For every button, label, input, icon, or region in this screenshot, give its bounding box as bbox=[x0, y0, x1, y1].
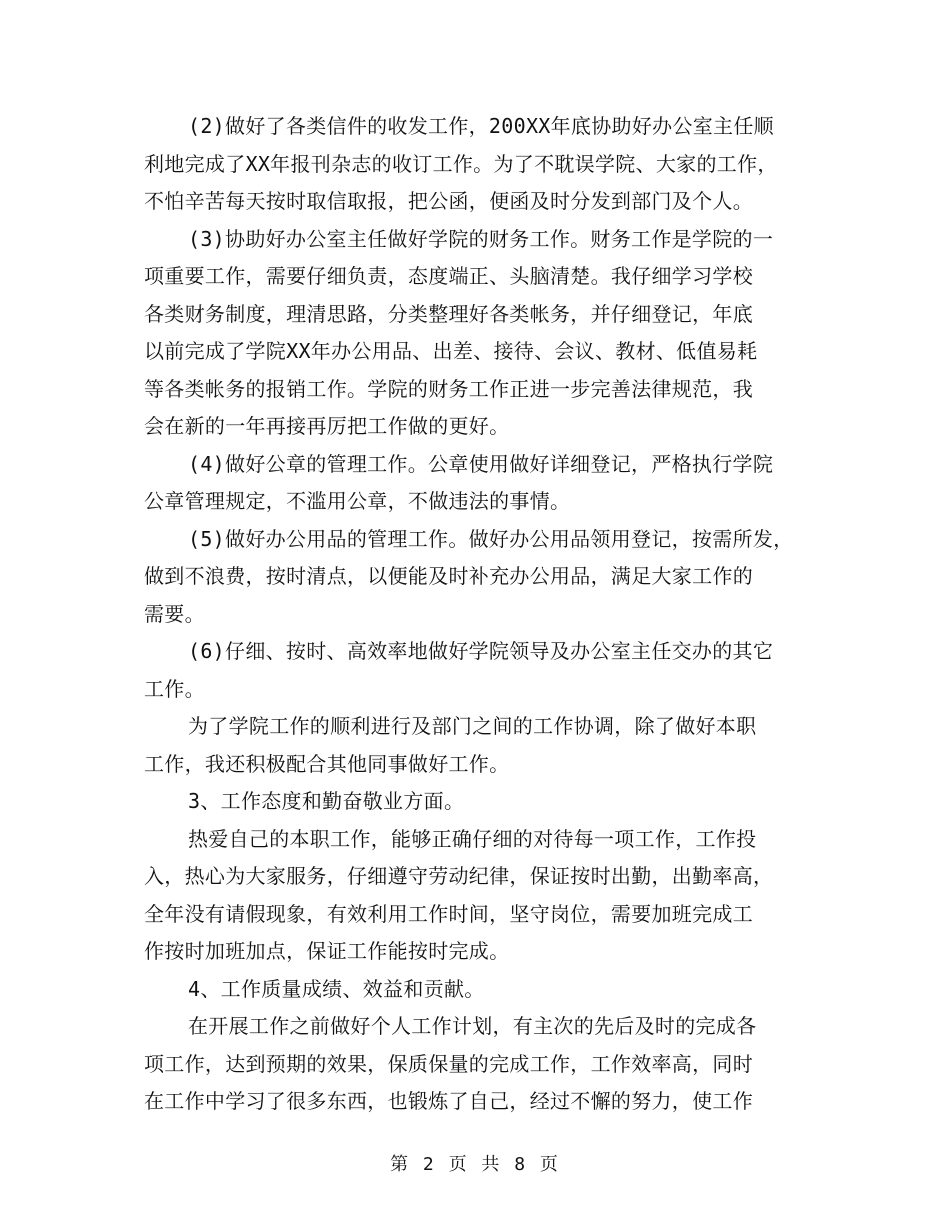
text-line: 利地完成了XX年报刊杂志的收订工作。为了不耽误学院、大家的工作， bbox=[144, 151, 778, 176]
text-line: 需要。 bbox=[144, 601, 205, 626]
text-line: 为了学院工作的顺利进行及部门之间的工作协调，除了做好本职 bbox=[188, 714, 757, 738]
text-line: 项工作，达到预期的效果，保质保量的完成工作，工作效率高，同时 bbox=[144, 1051, 753, 1076]
text-line: 等各类帐务的报销工作。学院的财务工作正进一步完善法律规范，我 bbox=[144, 376, 753, 401]
text-line: 3、工作态度和勤奋敬业方面。 bbox=[188, 789, 465, 813]
document-body bbox=[144, 108, 834, 1121]
text-line: 会在新的一年再接再厉把工作做的更好。 bbox=[144, 414, 510, 438]
text-line: 做到不浪费，按时清点，以便能及时补充办公用品，满足大家工作的 bbox=[144, 564, 753, 588]
text-line: 作按时加班加点，保证工作能按时完成。 bbox=[144, 939, 510, 963]
text-line: 公章管理规定，不滥用公章，不做违法的事情。 bbox=[144, 489, 571, 513]
text-line: 热爱自己的本职工作，能够正确仔细的对待每一项工作，工作投 bbox=[188, 826, 757, 851]
text-line: 不怕辛苦每天按时取信取报，把公函，便函及时分发到部门及个人。 bbox=[144, 189, 753, 213]
text-line: 全年没有请假现象，有效利用工作时间，坚守岗位，需要加班完成工 bbox=[144, 901, 753, 926]
text-line: (6)仔细、按时、高效率地做好学院领导及办公室主任交办的其它 bbox=[188, 639, 774, 663]
text-line: 项重要工作，需要仔细负责，态度端正、头脑清楚。我仔细学习学校 bbox=[144, 264, 753, 288]
text-line: 以前完成了学院XX年办公用品、出差、接待、会议、教材、低值易耗 bbox=[144, 339, 758, 363]
text-line: (3)协助好办公室主任做好学院的财务工作。财务工作是学院的一 bbox=[188, 226, 774, 251]
text-line: 在工作中学习了很多东西，也锻炼了自己，经过不懈的努力，使工作 bbox=[144, 1089, 753, 1113]
text-line: 在开展工作之前做好个人工作计划，有主次的先后及时的完成各 bbox=[188, 1014, 757, 1038]
text-line: (5)做好办公用品的管理工作。做好办公用品领用登记，按需所发， bbox=[188, 526, 794, 551]
text-line: 4、工作质量成绩、效益和贡献。 bbox=[188, 976, 485, 1001]
text-line: 入，热心为大家服务，仔细遵守劳动纪律，保证按时出勤，出勤率高， bbox=[144, 864, 774, 888]
text-line: (4)做好公章的管理工作。公章使用做好详细登记，严格执行学院 bbox=[188, 451, 774, 476]
text-line: 工作，我还积极配合其他同事做好工作。 bbox=[144, 751, 510, 776]
text-line: 各类财务制度，理清思路，分类整理好各类帐务，并仔细登记，年底 bbox=[144, 301, 753, 326]
text-line: 工作。 bbox=[144, 676, 205, 701]
text-line: (2)做好了各类信件的收发工作，200XX年底协助好办公室主任顺 bbox=[188, 114, 774, 138]
page-number-footer: 第 2 页 共 8 页 bbox=[390, 1154, 560, 1175]
